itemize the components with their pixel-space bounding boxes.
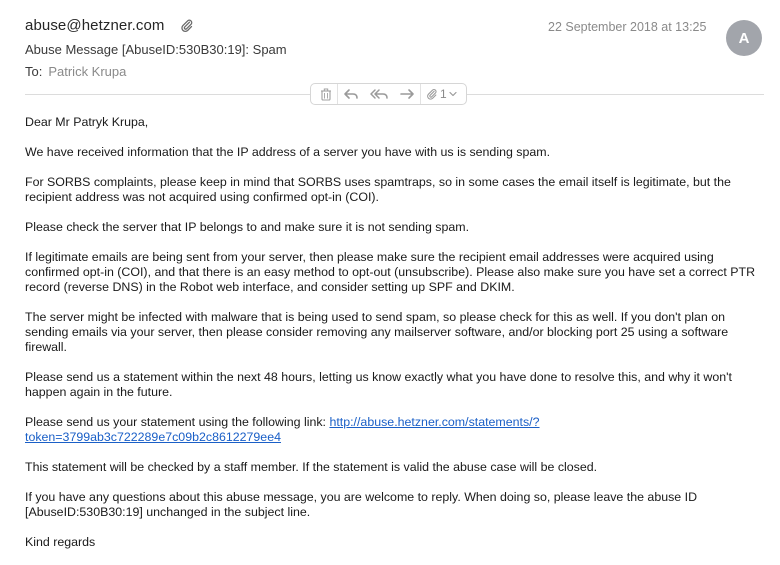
closing: Kind regards [25, 535, 96, 549]
greeting: Dear Mr Patryk Krupa, [25, 115, 149, 129]
recipient-row [25, 64, 126, 79]
reply-all-button[interactable] [364, 84, 394, 104]
forward-button[interactable] [394, 84, 420, 104]
trash-icon [320, 88, 332, 101]
chevron-down-icon [449, 91, 457, 97]
statement-link-line1[interactable]: http://abuse.hetzner.com/statements/? [329, 415, 540, 429]
message-toolbar [310, 83, 467, 105]
body-paragraph: For SORBS complaints, please keep in mind that SORBS uses spamtraps, so in some cases the email itself is legitimate, but the recipient address was not acquired using confirmed opt-in (COI). [25, 175, 731, 204]
paperclip-icon [180, 19, 194, 33]
reply-all-icon [369, 88, 389, 100]
delete-button[interactable] [315, 84, 337, 104]
statement-link-prefix: Please send us your statement using the following link: [25, 415, 330, 429]
to-label: To: [25, 64, 43, 79]
body-paragraph: If you have any questions about this abuse message, you are welcome to reply. When doing so, please leave the abuse ID [AbuseID:530B30:19] unchanged in the subject line. [25, 490, 698, 519]
attachments-button[interactable] [421, 84, 462, 104]
attachment-count: 1 [440, 87, 447, 101]
avatar [726, 20, 762, 56]
message-subject: Abuse Message [AbuseID:530B30:19]: Spam [25, 42, 287, 57]
body-paragraph: The server might be infected with malware that is being used to send spam, so please check for this as well. If you don't plan on sending emails via your server, then please consider removing any mailserver software, and/or blocking port 25 using a software firewall. [25, 310, 729, 354]
paperclip-icon [426, 88, 438, 101]
body-paragraph: Please check the server that IP belongs to and make sure it is not sending spam. [25, 220, 470, 234]
reply-icon [343, 88, 359, 100]
recipient-name[interactable]: Patrick Krupa [48, 64, 127, 79]
avatar-initial: A [738, 29, 750, 47]
forward-icon [399, 88, 415, 100]
message-body [25, 115, 760, 565]
sender-address[interactable]: abuse@hetzner.com [25, 17, 165, 34]
statement-link-paragraph [25, 415, 760, 445]
statement-link-line2[interactable]: token=3799ab3c722289e7c09b2c8612279ee4 [25, 430, 281, 444]
body-paragraph: If legitimate emails are being sent from your server, then please make sure the recipient email addresses were acquired using confirmed opt-in (COI), and that there is an easy method to opt-out (unsubscribe). Please also make sure you have set a correct PTR record (reverse DNS) in the Robot web interface, and consider setting up SPF and DKIM. [25, 250, 756, 294]
body-paragraph: This statement will be checked by a staff member. If the statement is valid the abuse case will be closed. [25, 460, 598, 474]
reply-button[interactable] [338, 84, 364, 104]
body-paragraph: We have received information that the IP address of a server you have with us is sending spam. [25, 145, 551, 159]
body-paragraph: Please send us a statement within the next 48 hours, letting us know exactly what you have done to resolve this, and why it won't happen again in the future. [25, 370, 732, 399]
message-date: 22 September 2018 at 13:25 [548, 20, 707, 34]
